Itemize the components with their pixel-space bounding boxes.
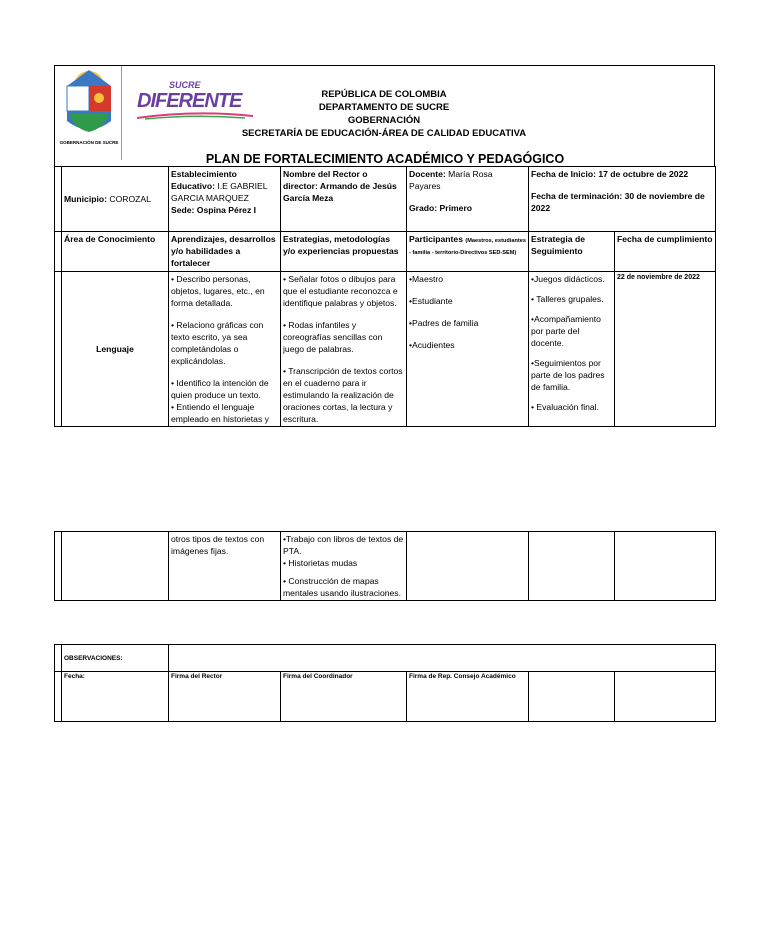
col-cumplimiento: Fecha de cumplimiento xyxy=(615,232,716,272)
empty-cell xyxy=(529,672,615,722)
header-line-gobernacion: GOBERNACIÓN xyxy=(347,115,421,126)
municipio-value: COROZAL xyxy=(109,194,151,204)
cumplimiento-cell: 22 de noviembre de 2022 xyxy=(615,272,716,427)
municipio-cell xyxy=(62,167,169,232)
header-line-secretaria: SECRETARÍA DE EDUCACIÓN-ÁREA DE CALIDAD EDUCATIVA xyxy=(241,128,527,139)
brand-small: SUCRE xyxy=(169,80,201,90)
observaciones-field[interactable] xyxy=(169,645,716,672)
estrategia-item: • Transcripción de textos cortos en el cuaderno para ir estimulando la realización de oraciones cortas, la lectura y escritura. xyxy=(283,366,403,424)
empty-cell xyxy=(615,672,716,722)
empty-area-cell xyxy=(62,532,169,601)
col-seguimiento: Estrategia de Seguimiento xyxy=(529,232,615,272)
participante-item: •Maestro xyxy=(409,274,444,284)
col-participantes-label: Participantes xyxy=(409,234,463,244)
fecha-inicio: Fecha de Inicio: 17 de octubre de 2022 xyxy=(531,169,689,179)
col-participantes-note: (Maestros, estudiantes - familia - territorio-Directivos SED-SEM) xyxy=(409,238,526,256)
area-lenguaje: Lenguaje xyxy=(62,272,169,427)
lenguaje-row xyxy=(55,272,716,427)
continuation-table xyxy=(54,531,716,601)
seguimiento-item: • Evaluación final. xyxy=(531,402,599,412)
aprendizaje-item: • Entiendo el lenguaje empleado en historietas y xyxy=(171,402,269,424)
estrategias-cont-cell xyxy=(281,532,407,601)
firmas-row xyxy=(55,672,716,722)
fecha-terminacion: Fecha de terminación: 30 de noviembre de 2022 xyxy=(531,191,705,213)
estrategia-item: •Trabajo con libros de textos de PTA. xyxy=(283,534,404,556)
info-row xyxy=(55,167,716,232)
participante-item: •Estudiante xyxy=(409,296,453,306)
empty-cell xyxy=(615,532,716,601)
municipio-label: Municipio: xyxy=(64,194,107,204)
col-aprendizajes: Aprendizajes, desarrollos y/o habilidades a fortalecer xyxy=(169,232,281,272)
empty-cell xyxy=(529,532,615,601)
firma-consejo: Firma de Rep. Consejo Académico xyxy=(407,672,529,722)
edge-cell xyxy=(55,232,62,272)
edge-cell xyxy=(55,167,62,232)
empty-cell xyxy=(407,532,529,601)
firma-coordinador: Firma del Coordinador xyxy=(281,672,407,722)
signatures-table xyxy=(54,644,716,722)
col-participantes xyxy=(407,232,529,272)
fechas-cell xyxy=(529,167,716,232)
edge-cell xyxy=(55,532,62,601)
estrategia-item: • Construcción de mapas mentales usando ilustraciones. xyxy=(283,576,401,598)
establecimiento-cell xyxy=(169,167,281,232)
aprendizaje-item: • Describo personas, objetos, lugares, etc., en forma detallada. xyxy=(171,274,265,308)
observaciones-label: OBSERVACIONES: xyxy=(62,645,169,672)
plan-title: PLAN DE FORTALECIMIENTO ACADÉMICO Y PEDAGÓGICO xyxy=(205,152,565,166)
edge-cell xyxy=(55,272,62,427)
header-divider xyxy=(121,66,122,160)
col-estrategias: Estrategias, metodologías y/o experiencias propuestas xyxy=(281,232,407,272)
plan-table xyxy=(54,166,716,427)
estrategia-item: • Rodas infantiles y coreografías sencillas con juego de palabras. xyxy=(283,320,383,354)
aprendizajes-cell xyxy=(169,272,281,427)
seguimiento-item: •Juegos didácticos. xyxy=(531,274,605,284)
aprendizajes-cont-cell: otros tipos de textos con imágenes fijas. xyxy=(169,532,281,601)
header-titles xyxy=(200,88,568,140)
aprendizaje-item: • Identifico la intención de quien produce un texto. xyxy=(171,378,269,400)
rector-cell: Nombre del Rector o director: Armando de Jesús García Meza xyxy=(281,167,407,232)
estrategia-item: • Historietas mudas xyxy=(283,558,358,568)
estrategias-cell xyxy=(281,272,407,427)
docente-label: Docente: xyxy=(409,169,446,179)
sede-text: Sede: Ospina Pérez I xyxy=(171,205,257,215)
observaciones-row xyxy=(55,645,716,672)
header-line-republica: REPÚBLICA DE COLOMBIA xyxy=(321,89,447,100)
edge-cell xyxy=(55,672,62,722)
logo-caption: GOBERNACIÓN DE SUCRE xyxy=(59,140,119,145)
aprendizaje-item: • Relaciono gráficas con texto escrito, ya sea completándolas o explicándolas. xyxy=(171,320,264,366)
seguimiento-item: •Seguimientos por parte de los padres de familia. xyxy=(531,358,605,392)
firma-rector: Firma del Rector xyxy=(169,672,281,722)
col-area: Área de Conocimiento xyxy=(62,232,169,272)
header-line-departamento: DEPARTAMENTO DE SUCRE xyxy=(318,102,450,113)
seguimiento-cell xyxy=(529,272,615,427)
column-header-row xyxy=(55,232,716,272)
docente-value: María Rosa Payares xyxy=(409,169,493,191)
participante-item: •Acudientes xyxy=(409,340,455,350)
docente-cell xyxy=(407,167,529,232)
establecimiento-value: I.E GABRIEL GARCIA MARQUEZ xyxy=(171,181,268,203)
grado-text: Grado: Primero xyxy=(409,203,473,213)
brand-big: DIFERENTE xyxy=(137,90,242,112)
continuation-row xyxy=(55,532,716,601)
participante-item: •Padres de familia xyxy=(409,318,479,328)
sucre-crest-logo xyxy=(57,66,121,152)
estrategia-item: • Señalar fotos o dibujos para que el estudiante reconozca e identifique palabras y objetos. xyxy=(283,274,398,308)
fecha-label: Fecha: xyxy=(62,672,169,722)
establecimiento-label: Establecimiento Educativo: xyxy=(171,169,237,191)
edge-cell xyxy=(55,645,62,672)
seguimiento-item: •Acompañamiento por parte del docente. xyxy=(531,314,601,348)
participantes-cell xyxy=(407,272,529,427)
seguimiento-item: • Talleres grupales. xyxy=(531,294,604,304)
